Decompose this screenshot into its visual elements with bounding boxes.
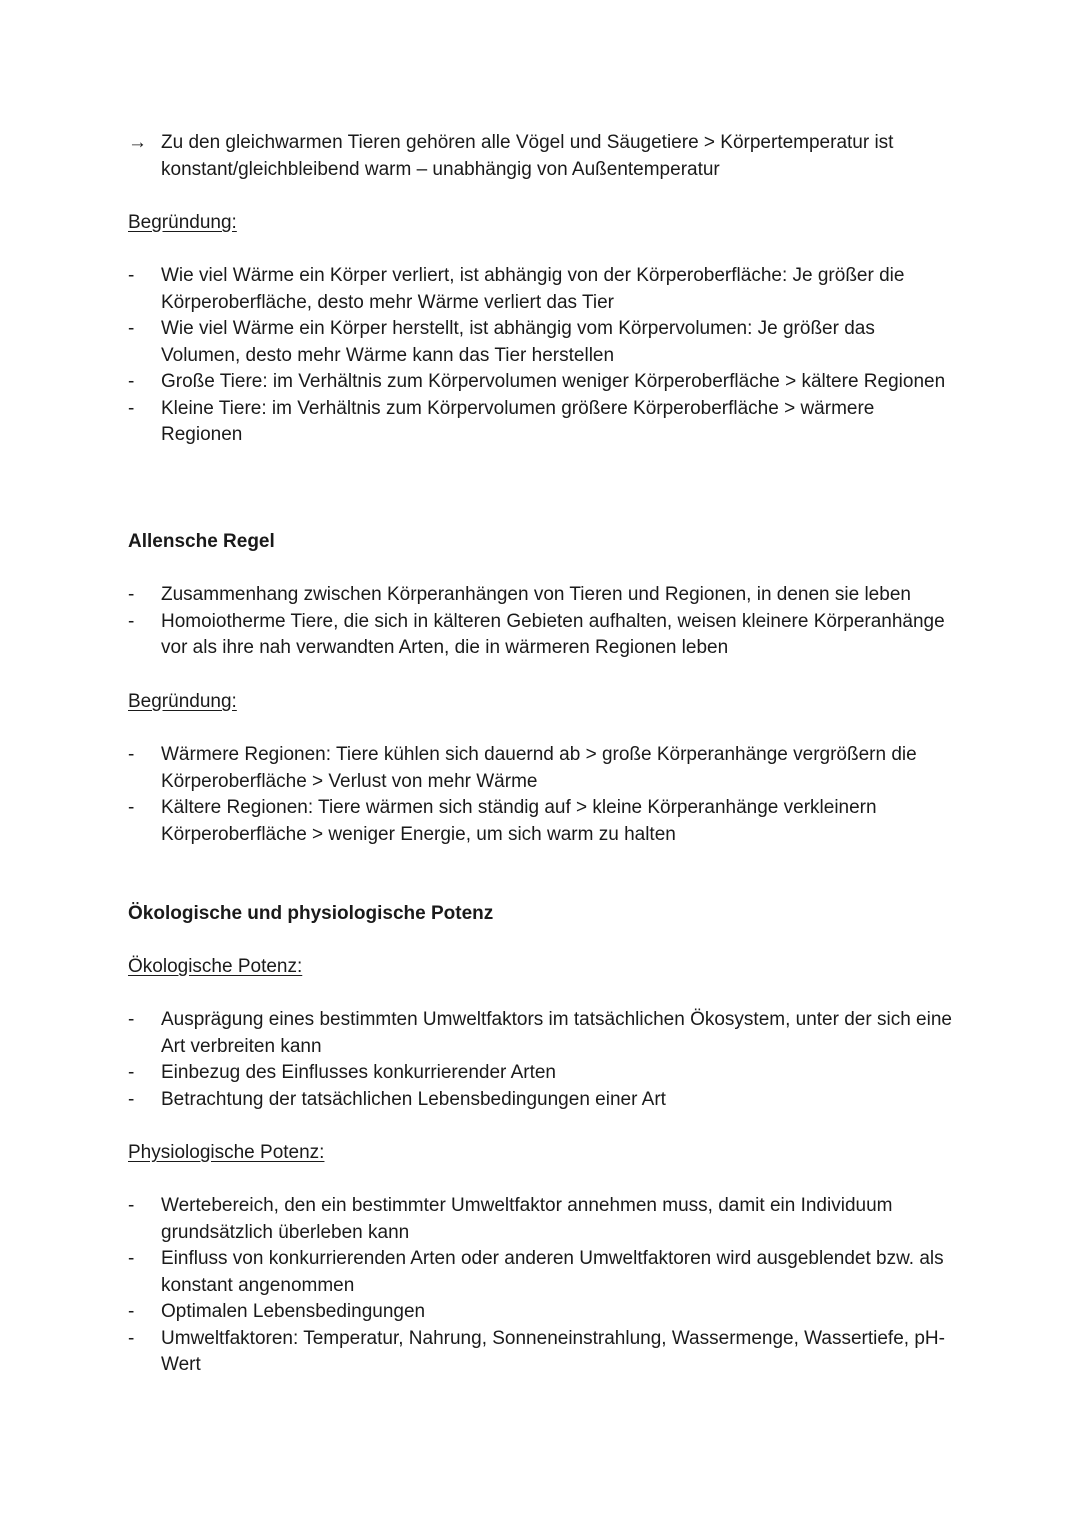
dash-marker: - xyxy=(128,371,135,392)
list-item-text: Einfluss von konkurrierenden Arten oder anderen Umweltfaktoren wird ausgeblendet bzw. als konstant angenommen xyxy=(161,1248,944,1296)
arrow-icon: → xyxy=(128,132,147,153)
list-item xyxy=(128,582,958,609)
phys-label-row xyxy=(128,1140,958,1167)
list-item xyxy=(128,795,958,848)
phys-list xyxy=(128,1193,958,1379)
dash-marker: - xyxy=(128,265,135,286)
oeko-label: Ökologische Potenz: xyxy=(128,956,303,977)
section1-label-row xyxy=(128,210,958,237)
list-item xyxy=(128,1326,958,1379)
dash-marker: - xyxy=(128,744,135,765)
allen-heading: Allensche Regel xyxy=(128,531,275,552)
dash-marker: - xyxy=(128,318,135,339)
list-item xyxy=(128,1007,958,1060)
phys-label: Physiologische Potenz: xyxy=(128,1142,325,1163)
oeko-list xyxy=(128,1007,958,1113)
list-item xyxy=(128,609,958,662)
list-item xyxy=(128,742,958,795)
dash-marker: - xyxy=(128,1009,135,1030)
list-item xyxy=(128,369,958,396)
allen-label-row xyxy=(128,689,958,716)
dash-marker: - xyxy=(128,1248,135,1269)
list-item-text: Wertebereich, den ein bestimmter Umweltfaktor annehmen muss, damit ein Individuum grundsätzlich überleben kann xyxy=(161,1195,893,1243)
dash-marker: - xyxy=(128,1301,135,1322)
intro-text: Zu den gleichwarmen Tieren gehören alle Vögel und Säugetiere > Körpertemperatur ist konstant/gleichbleibend warm – unabhängig von Außentemperatur xyxy=(161,132,894,180)
list-item xyxy=(128,1060,958,1087)
list-item-text: Große Tiere: im Verhältnis zum Körpervolumen weniger Körperoberfläche > kältere Regionen xyxy=(161,371,946,392)
list-item-text: Betrachtung der tatsächlichen Lebensbedingungen einer Art xyxy=(161,1088,666,1110)
list-item xyxy=(128,1299,958,1326)
list-item-text: Wie viel Wärme ein Körper verliert, ist abhängig von der Körperoberfläche: Je größer die Körperoberfläche, desto mehr Wärme verliert das Tier xyxy=(161,265,905,313)
list-item xyxy=(128,316,958,369)
intro-paragraph xyxy=(128,130,958,183)
dash-marker: - xyxy=(128,610,135,632)
dash-marker: - xyxy=(128,1088,135,1110)
list-item-text: Wie viel Wärme ein Körper herstellt, ist abhängig vom Körpervolumen: Je größer das Volumen, desto mehr Wärme kann das Tier herstellen xyxy=(161,318,875,366)
list-item-text: Optimalen Lebensbedingungen xyxy=(161,1301,426,1322)
dash-marker: - xyxy=(128,1327,135,1349)
list-item-text: Umweltfaktoren: Temperatur, Nahrung, Sonneneinstrahlung, Wassermenge, Wassertiefe, pH-Wert xyxy=(161,1327,945,1375)
dash-marker: - xyxy=(128,1062,135,1083)
allen-list xyxy=(128,582,958,662)
list-item-text: Einbezug des Einflusses konkurrierender Arten xyxy=(161,1062,557,1083)
list-item xyxy=(128,263,958,316)
list-item-text: Homoiotherme Tiere, die sich in kälteren Gebieten aufhalten, weisen kleinere Körperanhänge vor als ihre nah verwandten Arten, die in wärmeren Regionen leben xyxy=(161,610,945,658)
list-item xyxy=(128,1087,958,1114)
list-item-text: Kleine Tiere: im Verhältnis zum Körpervolumen größere Körperoberfläche > wärmere Regionen xyxy=(161,397,875,445)
allen-reason-label: Begründung: xyxy=(128,691,237,712)
section1-list xyxy=(128,263,958,449)
dash-marker: - xyxy=(128,797,135,818)
dash-marker: - xyxy=(128,584,135,605)
list-item-text: Wärmere Regionen: Tiere kühlen sich dauernd ab > große Körperanhänge vergrößern die Körperoberfläche > Verlust von mehr Wärme xyxy=(161,744,917,792)
list-item xyxy=(128,1246,958,1299)
dash-marker: - xyxy=(128,397,135,419)
list-item xyxy=(128,1193,958,1246)
allen-reasons-list xyxy=(128,742,958,848)
oeko-label-row xyxy=(128,954,958,981)
dash-marker: - xyxy=(128,1195,135,1216)
section1-label: Begründung: xyxy=(128,212,237,233)
potenz-heading: Ökologische und physiologische Potenz xyxy=(128,903,494,924)
list-item-text: Ausprägung eines bestimmten Umweltfaktors im tatsächlichen Ökosystem, unter der sich eine Art verbreiten kann xyxy=(161,1009,952,1057)
list-item-text: Kältere Regionen: Tiere wärmen sich ständig auf > kleine Körperanhänge verkleinern Körperoberfläche > weniger Energie, um sich warm zu halten xyxy=(161,797,877,845)
list-item xyxy=(128,396,958,449)
list-item-text: Zusammenhang zwischen Körperanhängen von Tieren und Regionen, in denen sie leben xyxy=(161,584,911,605)
